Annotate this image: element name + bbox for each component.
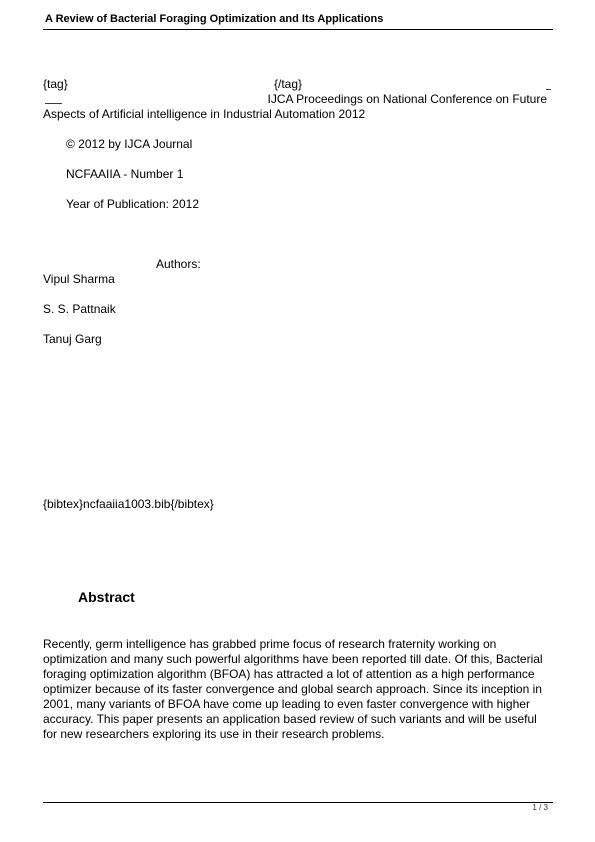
abstract-line: optimizer because of its faster convergence and global search approach. Since its inception in <box>43 682 542 696</box>
abstract-body <box>43 637 555 742</box>
link-underline-right[interactable] <box>546 89 551 90</box>
copyright-notice: © 2012 by IJCA Journal <box>66 137 193 151</box>
proceedings-title-line1: IJCA Proceedings on National Conference on Future <box>267 92 547 106</box>
abstract-line: optimization and many such powerful algorithms have been reported till date. Of this, Bacterial <box>43 652 543 666</box>
header-divider <box>43 29 553 30</box>
authors-heading: Authors: <box>156 257 201 271</box>
page-header-title: A Review of Bacterial Foraging Optimization and Its Applications <box>45 13 384 25</box>
abstract-line: 2001, many variants of BFOA have come up leading to even faster convergence with higher <box>43 697 530 711</box>
bibtex-reference: {bibtex}ncfaaiia1003.bib{/bibtex} <box>43 497 214 511</box>
publication-year: Year of Publication: 2012 <box>66 197 199 211</box>
footer-divider <box>43 802 553 803</box>
author-name: Vipul Sharma <box>43 272 115 286</box>
author-name: Tanuj Garg <box>43 332 102 346</box>
tag-close-marker: {/tag} <box>274 77 303 91</box>
abstract-heading: Abstract <box>78 589 135 605</box>
tag-open-marker: {tag} <box>43 77 68 91</box>
abstract-line: Recently, germ intelligence has grabbed prime focus of research fraternity working on <box>43 637 497 651</box>
author-name: S. S. Pattnaik <box>43 302 116 316</box>
page-number: 1 / 3 <box>532 803 548 812</box>
issue-number: NCFAAIIA - Number 1 <box>66 167 184 181</box>
abstract-line: accuracy. This paper presents an application based review of such variants and will be useful <box>43 712 537 726</box>
link-underline-left[interactable] <box>45 103 62 104</box>
proceedings-title-line2: Aspects of Artificial intelligence in Industrial Automation 2012 <box>43 107 366 121</box>
abstract-line: for new researchers exploring its use in their research problems. <box>43 727 385 741</box>
abstract-line: foraging optimization algorithm (BFOA) has attracted a lot of attention as a high performance <box>43 667 535 681</box>
